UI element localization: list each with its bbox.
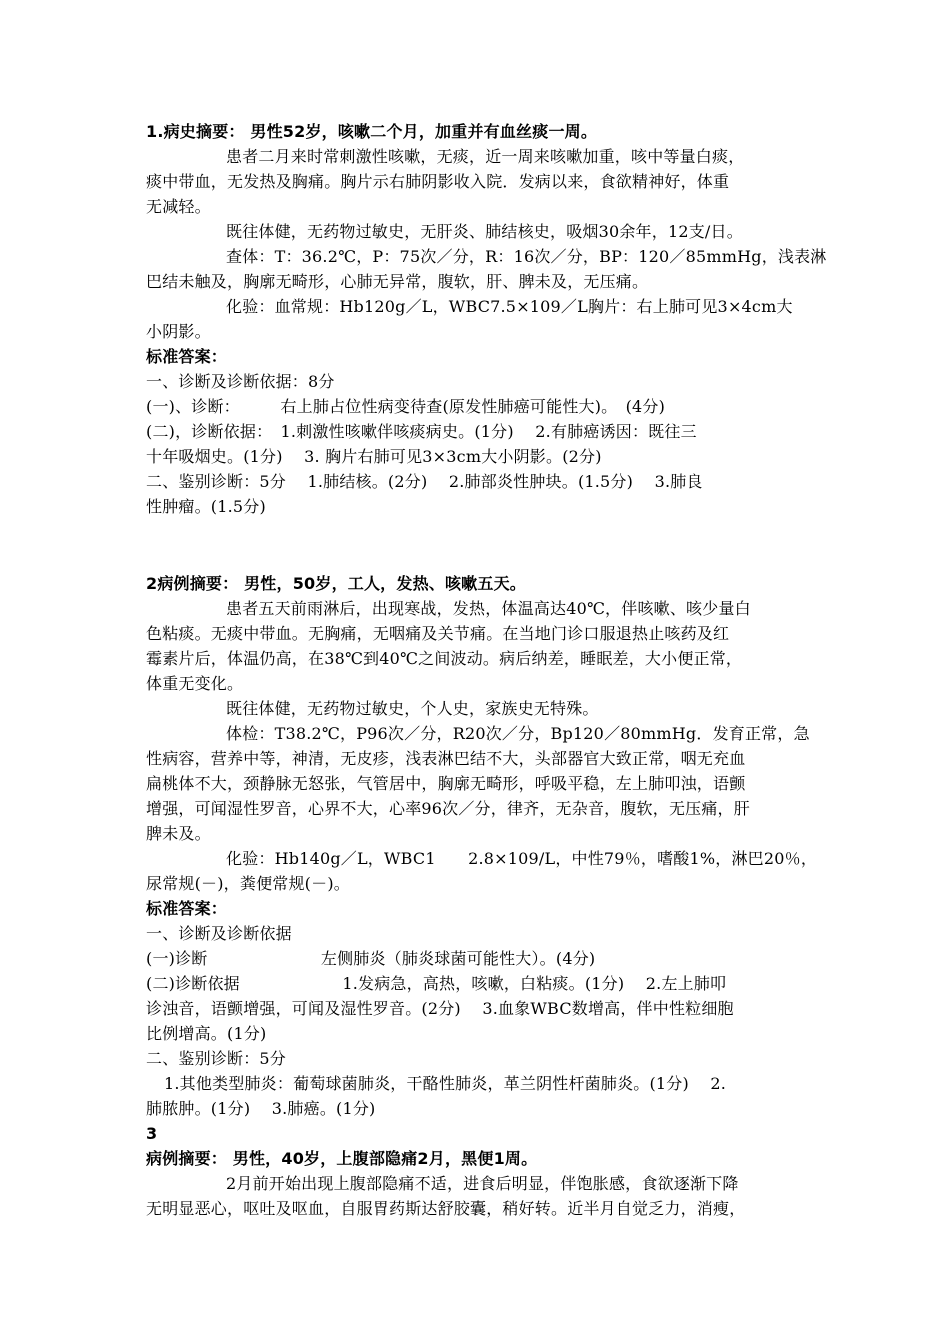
case1-line: 患者二月来时常刺激性咳嗽，无痰，近一周来咳嗽加重，咳中等量白痰， [226,147,745,166]
case1-answer-line: 一、诊断及诊断依据：8分 [146,372,335,391]
case2-answer-line: 比例增高。(1分) [146,1024,267,1043]
case1-answer-line: (二)，诊断依据： 1.刺激性咳嗽伴咳痰病史。(1分) 2.有肺癌诱因：既往三 [146,422,697,441]
case1-line: 痰中带血，无发热及胸痛。胸片示右肺阴影收入院．发病以来，食欲精神好，体重 [146,172,730,191]
case2-answer-line: 诊浊音，语颤增强，可闻及湿性罗音。(2分) 3.血象WBC数增高，伴中性粒细胞 [146,999,734,1018]
case1-line: 巴结未触及，胸廓无畸形，心肺无异常，腹软，肝、脾未及，无压痛。 [146,272,649,291]
case2-answer-line: 二、鉴别诊断：5分 [146,1049,286,1068]
case3-line: 2月前开始出现上腹部隐痛不适，进食后明显，伴饱胀感，食欲逐渐下降 [226,1174,739,1193]
case1-line: 既往体健，无药物过敏史，无肝炎、肺结核史，吸烟30余年，12支/日。 [226,222,743,241]
case1-answer-line: (一)、诊断： 右上肺占位性病变待查(原发性肺癌可能性大)。 (4分) [146,397,666,416]
case2-line: 脾未及。 [146,824,211,843]
case1-line: 无减轻。 [146,197,211,216]
case2-title: 2病例摘要： 男性，50岁，工人，发热、咳嗽五天。 [146,574,526,593]
case3-line: 无明显恶心，呕吐及呕血，自服胃药斯达舒胶囊，稍好转。近半月自觉乏力，消瘦， [146,1199,746,1218]
section-spacer [146,519,810,571]
case2-line: 霉素片后，体温仍高，在38℃到40℃之间波动。病后纳差，睡眠差，大小便正常， [146,649,743,668]
case2-answer-heading: 标准答案： [146,899,228,918]
case2-answer-line: (二)诊断依据 1.发病急，高热，咳嗽，白粘痰。(1分) 2.左上肺叩 [146,974,727,993]
case2-answer-line: (一)诊断 左侧肺炎（肺炎球菌可能性大）。(4分) [146,949,596,968]
case2-line: 性病容，营养中等，神清，无皮疹，浅表淋巴结不大，头部器官大致正常，咽无充血 [146,749,746,768]
case2-line: 体检：T38.2℃，P96次／分，R20次／分，Bp120／80mmHg．发育正常，急 [226,724,810,743]
case2-line: 患者五天前雨淋后，出现寒战，发热，体温高达40℃，伴咳嗽、咳少量白 [226,599,751,618]
case2-answer-line: 肺脓肿。(1分) 3.肺癌。(1分) [146,1099,376,1118]
case2-line: 扁桃体不大，颈静脉无怒张，气管居中，胸廓无畸形，呼吸平稳，左上肺叩浊，语颤 [146,774,746,793]
case2-line: 既往体健，无药物过敏史，个人史，家族史无特殊。 [226,699,599,718]
case1-title: 1.病史摘要： 男性52岁，咳嗽二个月，加重并有血丝痰一周。 [146,122,598,141]
case1-answer-line: 二、鉴别诊断：5分 1.肺结核。(2分) 2.肺部炎性肿块。(1.5分) 3.肺良 [146,472,703,491]
case2-line: 增强，可闻湿性罗音，心界不大，心率96次／分，律齐，无杂音，腹软，无压痛，肝 [146,799,750,818]
case2-line: 尿常规(－)，粪便常规(－)。 [146,874,350,893]
case1-line: 查体：T：36.2℃，P：75次／分，R：16次／分，BP：120／85mmHg，浅表淋 [226,247,827,266]
case2-line: 化验：Hb140g／L，WBC1 2.8×109/L，中性79％，嗜酸1%，淋巴20％， [226,849,818,868]
case1-answer-line: 性肿瘤。(1.5分) [146,497,266,516]
case2-answer-line: 1.其他类型肺炎：葡萄球菌肺炎，干酪性肺炎，革兰阴性杆菌肺炎。(1分) 2. [164,1074,727,1093]
case2-line: 体重无变化。 [146,674,244,693]
case1-answer-heading: 标准答案： [146,347,228,366]
case2-line: 色粘痰。无痰中带血。无胸痛，无咽痛及关节痛。在当地门诊口服退热止咳药及红 [146,624,730,643]
case1-line: 小阴影。 [146,322,211,341]
case1-answer-line: 十年吸烟史。(1分) 3. 胸片右肺可见3×3cm大小阴影。(2分) [146,447,602,466]
case3-number: 3 [146,1124,158,1143]
case3-title: 病例摘要： 男性，40岁，上腹部隐痛2月，黑便1周。 [146,1149,538,1168]
case2-answer-line: 一、诊断及诊断依据 [146,924,292,943]
case1-line: 化验：血常规：Hb120g／L，WBC7.5×109／L胸片：右上肺可见3×4cm大 [226,297,793,316]
